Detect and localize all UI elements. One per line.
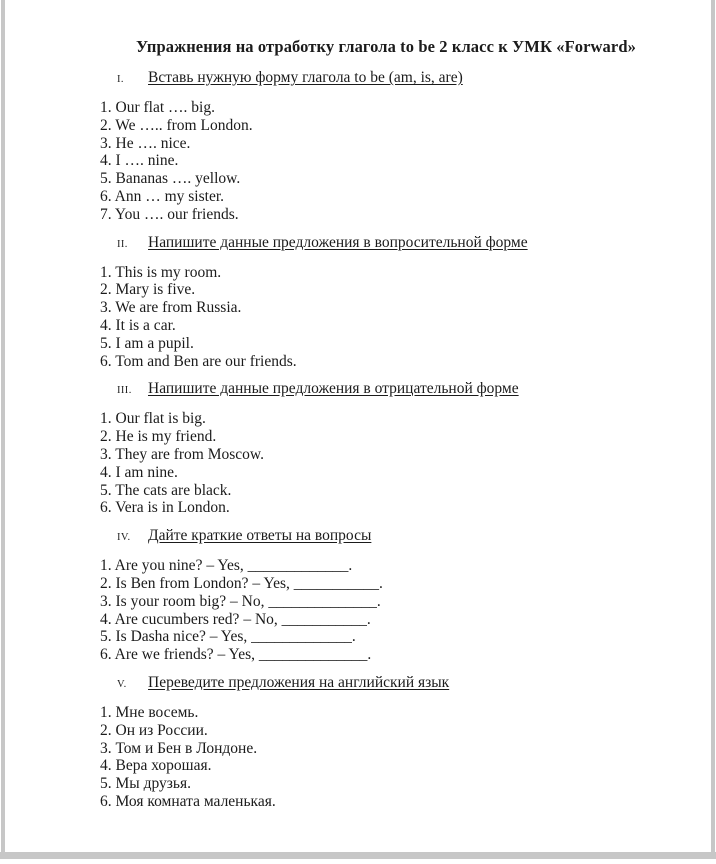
section-header bbox=[100, 674, 672, 694]
worksheet-page bbox=[100, 0, 672, 811]
exercise-line: 3. Is your room big? – No, ______________. bbox=[100, 592, 381, 610]
section bbox=[100, 234, 672, 371]
exercise-line: 4. Are cucumbers red? – No, ___________. bbox=[100, 610, 371, 628]
section bbox=[100, 674, 672, 811]
exercise-line: 2. We ….. from London. bbox=[100, 116, 253, 134]
exercise-line: 2. Is Ben from London? – Yes, ___________. bbox=[100, 574, 383, 592]
section bbox=[100, 527, 672, 664]
section-numeral: IV. bbox=[117, 532, 131, 544]
scan-edge-bottom bbox=[0, 852, 716, 859]
exercise-line: 3. He …. nice. bbox=[100, 134, 191, 152]
section bbox=[100, 380, 672, 517]
section-header bbox=[100, 234, 672, 254]
section-numeral: V. bbox=[117, 678, 127, 690]
page-title: Упражнения на отработку глагола to be 2 класс к УМК «Forward» bbox=[136, 37, 636, 56]
section bbox=[100, 69, 672, 224]
exercise-line: 5. Bananas …. yellow. bbox=[100, 170, 241, 188]
exercise-line: 1. Our flat …. big. bbox=[100, 99, 215, 116]
exercise-line: 1. Are you nine? – Yes, _____________. bbox=[100, 557, 353, 575]
exercise-list bbox=[100, 264, 672, 371]
section-header bbox=[100, 380, 672, 400]
exercise-line: 4. I …. nine. bbox=[100, 152, 179, 170]
exercise-line: 6. Моя комната маленькая. bbox=[100, 792, 276, 810]
exercise-line: 4. It is a car. bbox=[100, 316, 176, 334]
exercise-list bbox=[100, 410, 672, 517]
exercise-list bbox=[100, 557, 672, 664]
exercise-line: 3. Том и Бен в Лондоне. bbox=[100, 739, 258, 757]
section-heading: Вставь нужную форму глагола to be (am, is, are) bbox=[148, 69, 463, 86]
scan-edge-right bbox=[711, 0, 715, 858]
exercise-list bbox=[100, 704, 672, 811]
exercise-line: 5. I am a pupil. bbox=[100, 334, 194, 352]
exercise-line: 6. Tom and Ben are our friends. bbox=[100, 352, 297, 370]
exercise-line: 5. Мы друзья. bbox=[100, 775, 191, 793]
exercise-line: 5. The cats are black. bbox=[100, 481, 232, 499]
exercise-line: 4. Вера хорошая. bbox=[100, 757, 212, 775]
exercise-line: 6. Ann … my sister. bbox=[100, 187, 225, 205]
section-numeral: I. bbox=[117, 74, 124, 85]
exercise-line: 7. You …. our friends. bbox=[100, 205, 239, 223]
section-header bbox=[100, 527, 672, 547]
exercise-line: 2. Mary is five. bbox=[100, 281, 196, 299]
exercise-line: 3. We are from Russia. bbox=[100, 299, 242, 317]
exercise-line: 6. Are we friends? – Yes, ______________. bbox=[100, 646, 372, 664]
section-header bbox=[100, 69, 672, 89]
exercise-line: 1. Мне восемь. bbox=[100, 703, 199, 721]
exercise-line: 2. Он из России. bbox=[100, 721, 208, 739]
exercise-line: 5. Is Dasha nice? – Yes, _____________. bbox=[100, 628, 356, 646]
exercise-line: 6. Vera is in London. bbox=[100, 499, 230, 517]
exercise-line: 1. This is my room. bbox=[100, 263, 222, 281]
exercise-line: 3. They are from Moscow. bbox=[100, 445, 264, 463]
section-heading: Переведите предложения на английский язык bbox=[148, 673, 450, 691]
section-heading: Дайте краткие ответы на вопросы bbox=[148, 527, 372, 545]
exercise-line: 4. I am nine. bbox=[100, 463, 178, 481]
exercise-sections bbox=[100, 69, 672, 811]
section-numeral: III. bbox=[117, 385, 132, 397]
section-heading: Напишите данные предложения в отрицательной форме bbox=[148, 380, 519, 398]
exercise-line: 2. He is my friend. bbox=[100, 428, 217, 446]
scan-edge-left bbox=[1, 0, 5, 858]
section-numeral: II. bbox=[117, 238, 128, 250]
exercise-line: 1. Our flat is big. bbox=[100, 410, 206, 428]
section-heading: Напишите данные предложения в вопросительной форме bbox=[148, 233, 528, 251]
exercise-list bbox=[100, 99, 672, 224]
